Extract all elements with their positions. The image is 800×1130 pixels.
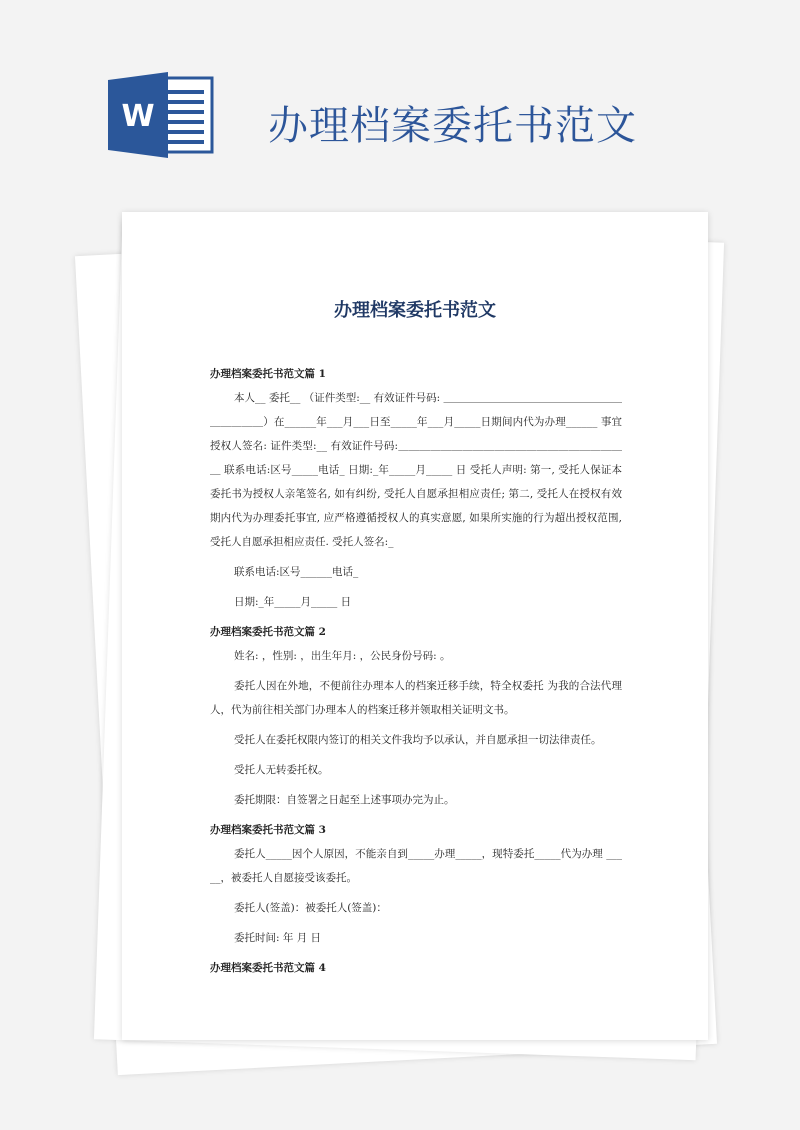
section-heading: 办理档案委托书范文篇 1 <box>210 368 326 380</box>
section-4 <box>210 956 622 980</box>
section-heading: 办理档案委托书范文篇 4 <box>210 962 326 974</box>
svg-text:W: W <box>121 99 155 134</box>
paragraph: 委托期限：自签署之日起至上述事项办完为止。 <box>234 794 455 806</box>
paragraph: 委托时间: 年 月 日 <box>234 932 322 944</box>
paragraph: 受托人在委托权限内签订的相关文件我均予以承认，并自愿承担一切法律责任。 <box>234 734 602 746</box>
paragraph: 委托人_____因个人原因，不能亲自到_____办理_____，现特委托_____代为办理 _____，被委托人自愿接受该委托。 <box>210 848 622 884</box>
paragraph: 联系电话:区号______电话_ <box>234 566 359 578</box>
page-title: 办理档案委托书范文 <box>334 300 496 321</box>
section-2 <box>210 620 622 812</box>
section-1 <box>210 362 622 614</box>
paragraph: 委托人(签盖)：被委托人(签盖)： <box>234 902 387 914</box>
paragraph: 日期:_年_____月_____ 日 <box>234 596 352 608</box>
document-body <box>210 360 622 980</box>
document-page <box>122 212 708 1040</box>
paragraph: 姓名: ，性别: ，出生年月: ，公民身份号码: 。 <box>234 650 451 662</box>
banner-title: 办理档案委托书范文 <box>268 103 637 149</box>
word-icon <box>108 72 218 158</box>
section-heading: 办理档案委托书范文篇 2 <box>210 626 326 638</box>
paragraph: 委托人因在外地，不便前往办理本人的档案迁移手续，特全权委托 为我的合法代理人，代为前往相关部门办理本人的档案迁移并领取相关证明文书。 <box>210 680 622 716</box>
section-3 <box>210 818 622 950</box>
paragraph: 受托人无转委托权。 <box>234 764 329 776</box>
header <box>0 0 800 200</box>
paragraph: 本人__ 委托__ （证件类型:__ 有效证件号码: ＿＿＿＿＿＿＿＿＿＿＿＿＿＿＿＿＿＿＿＿＿＿）在______年___月___日至_____年___月_____日期间内代为办理______ 事宜授权人签名: 证件类型:__ 有效证件号码:＿＿＿＿＿＿＿＿＿＿＿＿＿＿＿＿＿＿＿＿＿＿ 联系电话:区号_____电话_ 日期:_年_____月_____ 日 受托人声明: 第一, 受托人保证本委托书为授权人亲笔签名, 如有纠纷, 受托人自愿承担相应责任; 第二, 受托人在授权有效期内代为办理委托事宜, 应严格遵循授权人的真实意愿, 如果所实施的行为超出授权范围, 受托人自愿承担相应责任. 受托人签名:_ <box>210 392 622 548</box>
section-heading: 办理档案委托书范文篇 3 <box>210 824 326 836</box>
